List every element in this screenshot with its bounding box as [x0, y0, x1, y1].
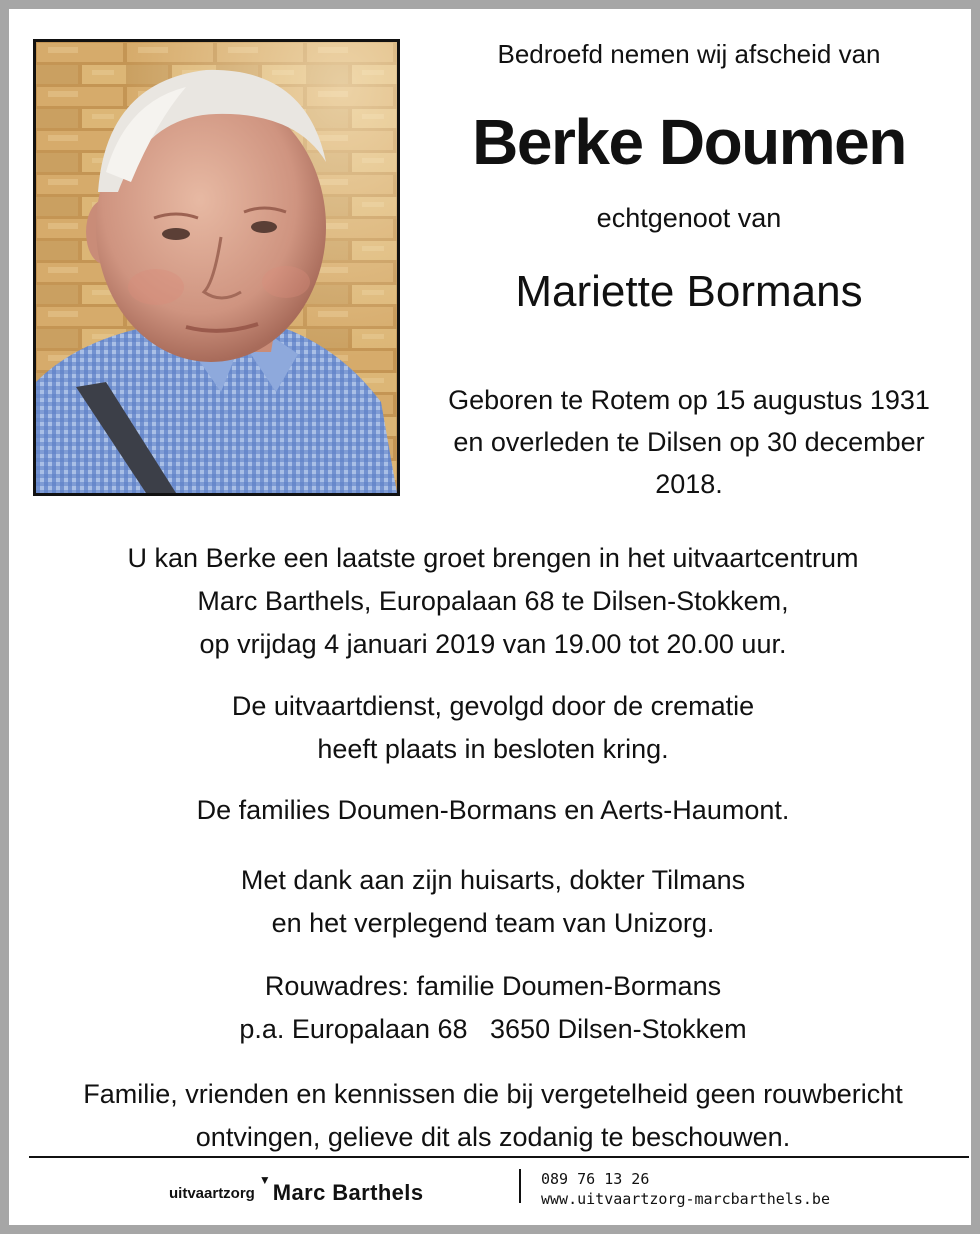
spouse-name: Mariette Bormans [515, 267, 863, 316]
footer-vertical-divider [519, 1169, 521, 1203]
brand-name: Marc Barthels [272, 1180, 424, 1205]
visitation-line: U kan Berke een laatste groet brengen in het uitvaartcentrum [127, 543, 859, 573]
deceased-name: Berke Doumen [472, 106, 906, 178]
portrait-illustration [36, 42, 397, 493]
website-link[interactable]: www.uitvaartzorg-marcbarthels.be [541, 1190, 830, 1208]
address-line: p.a. Europalaan 68 3650 Dilsen-Stokkem [239, 1014, 747, 1044]
note-line: ontvingen, gelieve dit als zodanig te beschouwen. [195, 1122, 791, 1152]
dates-line: 2018. [655, 469, 723, 499]
service-line: heeft plaats in besloten kring. [317, 734, 669, 764]
brand-prefix: uitvaartzorg [169, 1185, 255, 1202]
dates-line: Geboren te Rotem op 15 augustus 1931 [448, 385, 930, 415]
thanks-paragraph [33, 859, 953, 945]
intro-text: Bedroefd nemen wij afscheid van [497, 39, 881, 69]
footer-divider-line [29, 1156, 969, 1158]
thanks-line: en het verplegend team van Unizorg. [271, 908, 715, 938]
closing-note [33, 1073, 953, 1159]
phone-number: 089 76 13 26 [541, 1170, 650, 1188]
families-line: De families Doumen-Bormans en Aerts-Haumont. [196, 795, 790, 825]
mourning-address [33, 965, 953, 1051]
visitation-paragraph [33, 537, 953, 666]
address-line: Rouwadres: familie Doumen-Bormans [264, 971, 722, 1001]
visitation-line: Marc Barthels, Europalaan 68 te Dilsen-Stokkem, [197, 586, 789, 616]
note-line: Familie, vrienden en kennissen die bij vergetelheid geen rouwbericht [83, 1079, 903, 1109]
service-line: De uitvaartdienst, gevolgd door de crematie [231, 691, 755, 721]
footer-contact [541, 1169, 830, 1209]
spouse-label: echtgenoot van [596, 203, 782, 233]
birth-death-dates [429, 379, 949, 505]
dates-line: en overleden te Dilsen op 30 december [453, 427, 925, 457]
triangle-down-icon: ▼ [258, 1173, 271, 1187]
thanks-line: Met dank aan zijn huisarts, dokter Tilmans [240, 865, 746, 895]
portrait-photo [33, 39, 400, 496]
funeral-home-logo [169, 1169, 423, 1209]
visitation-line: op vrijdag 4 januari 2019 van 19.00 tot 20.00 uur. [199, 629, 787, 659]
service-paragraph [33, 685, 953, 771]
